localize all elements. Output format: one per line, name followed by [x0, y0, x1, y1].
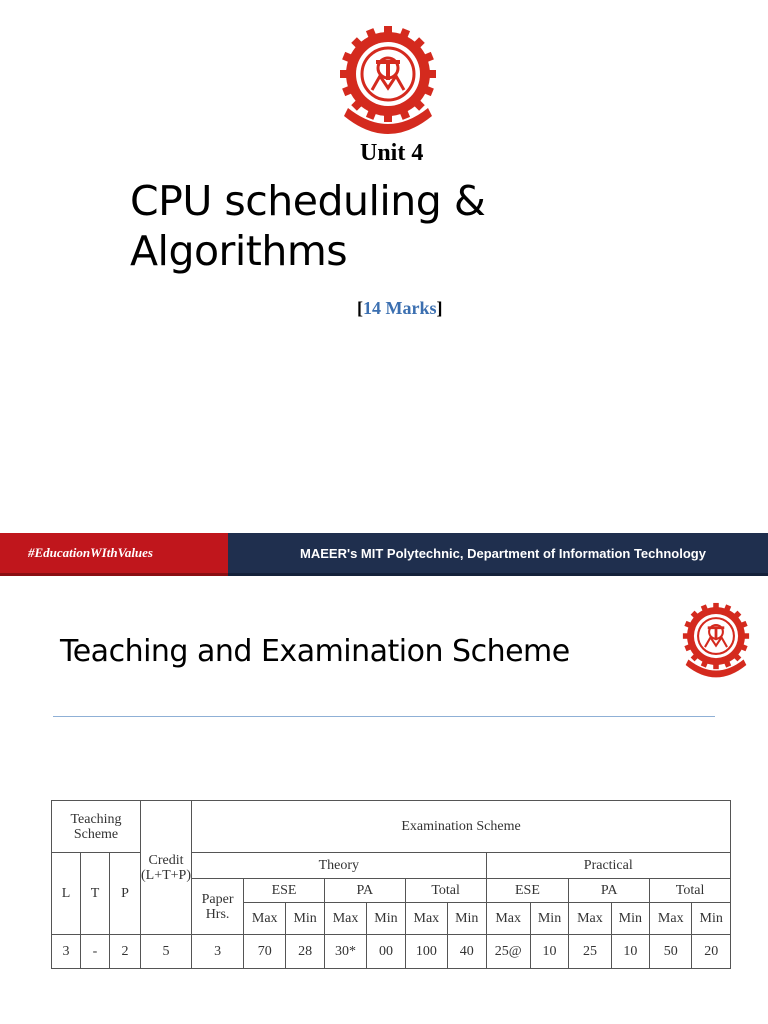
practical-total-header: Total — [650, 879, 731, 903]
scheme-title: Teaching and Examination Scheme — [60, 634, 570, 669]
cell-t: - — [81, 935, 110, 969]
theory-total-header: Total — [405, 879, 486, 903]
scheme-slide — [0, 576, 768, 1024]
max-header: Max — [486, 903, 530, 935]
marks-bracket-close: ] — [436, 298, 443, 318]
col-l-header: L — [52, 853, 81, 935]
cell-credit: 5 — [141, 935, 192, 969]
cell-theory-pa-max: 30* — [324, 935, 366, 969]
min-header: Min — [367, 903, 406, 935]
theory-header: Theory — [192, 853, 487, 879]
footer-institution: MAEER's MIT Polytechnic, Department of Information Technology — [228, 533, 768, 576]
table-row — [52, 935, 731, 969]
max-header: Max — [569, 903, 611, 935]
marks-bracket-open: [ — [357, 298, 363, 318]
min-header: Min — [692, 903, 731, 935]
marks-value: 14 Marks — [363, 298, 437, 318]
examination-scheme-header: Examination Scheme — [192, 801, 731, 853]
col-t-header: T — [81, 853, 110, 935]
cell-practical-pa-min: 10 — [611, 935, 650, 969]
cell-paper-hrs: 3 — [192, 935, 244, 969]
unit-label: Unit 4 — [360, 140, 424, 166]
scheme-table — [51, 800, 731, 968]
max-header: Max — [650, 903, 692, 935]
slide-title — [130, 176, 485, 276]
mit-emblem-icon — [676, 586, 756, 704]
cell-theory-ese-min: 28 — [286, 935, 325, 969]
title-line-1: CPU scheduling & — [130, 177, 486, 225]
min-header: Min — [286, 903, 325, 935]
max-header: Max — [244, 903, 286, 935]
theory-ese-header: ESE — [244, 879, 325, 903]
cell-practical-ese-max: 25@ — [486, 935, 530, 969]
marks-label — [357, 298, 443, 319]
title-line-2: Algorithms — [130, 227, 348, 275]
footer-banner — [0, 533, 768, 576]
paper-hrs-header: Paper Hrs. — [192, 879, 244, 935]
teaching-scheme-header: Teaching Scheme — [52, 801, 141, 853]
cell-p: 2 — [110, 935, 141, 969]
cell-l: 3 — [52, 935, 81, 969]
min-header: Min — [447, 903, 486, 935]
cell-theory-total-min: 40 — [447, 935, 486, 969]
cell-practical-ese-min: 10 — [530, 935, 569, 969]
min-header: Min — [611, 903, 650, 935]
practical-header: Practical — [486, 853, 730, 879]
max-header: Max — [324, 903, 366, 935]
cell-practical-total-max: 50 — [650, 935, 692, 969]
cell-theory-total-max: 100 — [405, 935, 447, 969]
min-header: Min — [530, 903, 569, 935]
credit-header: Credit (L+T+P) — [141, 801, 192, 935]
title-divider — [53, 716, 715, 717]
practical-pa-header: PA — [569, 879, 650, 903]
cell-theory-pa-min: 00 — [367, 935, 406, 969]
practical-ese-header: ESE — [486, 879, 569, 903]
cell-practical-total-min: 20 — [692, 935, 731, 969]
footer-hashtag: #EducationWIthValues — [0, 533, 228, 576]
cell-theory-ese-max: 70 — [244, 935, 286, 969]
theory-pa-header: PA — [324, 879, 405, 903]
cell-practical-pa-max: 25 — [569, 935, 611, 969]
max-header: Max — [405, 903, 447, 935]
col-p-header: P — [110, 853, 141, 935]
